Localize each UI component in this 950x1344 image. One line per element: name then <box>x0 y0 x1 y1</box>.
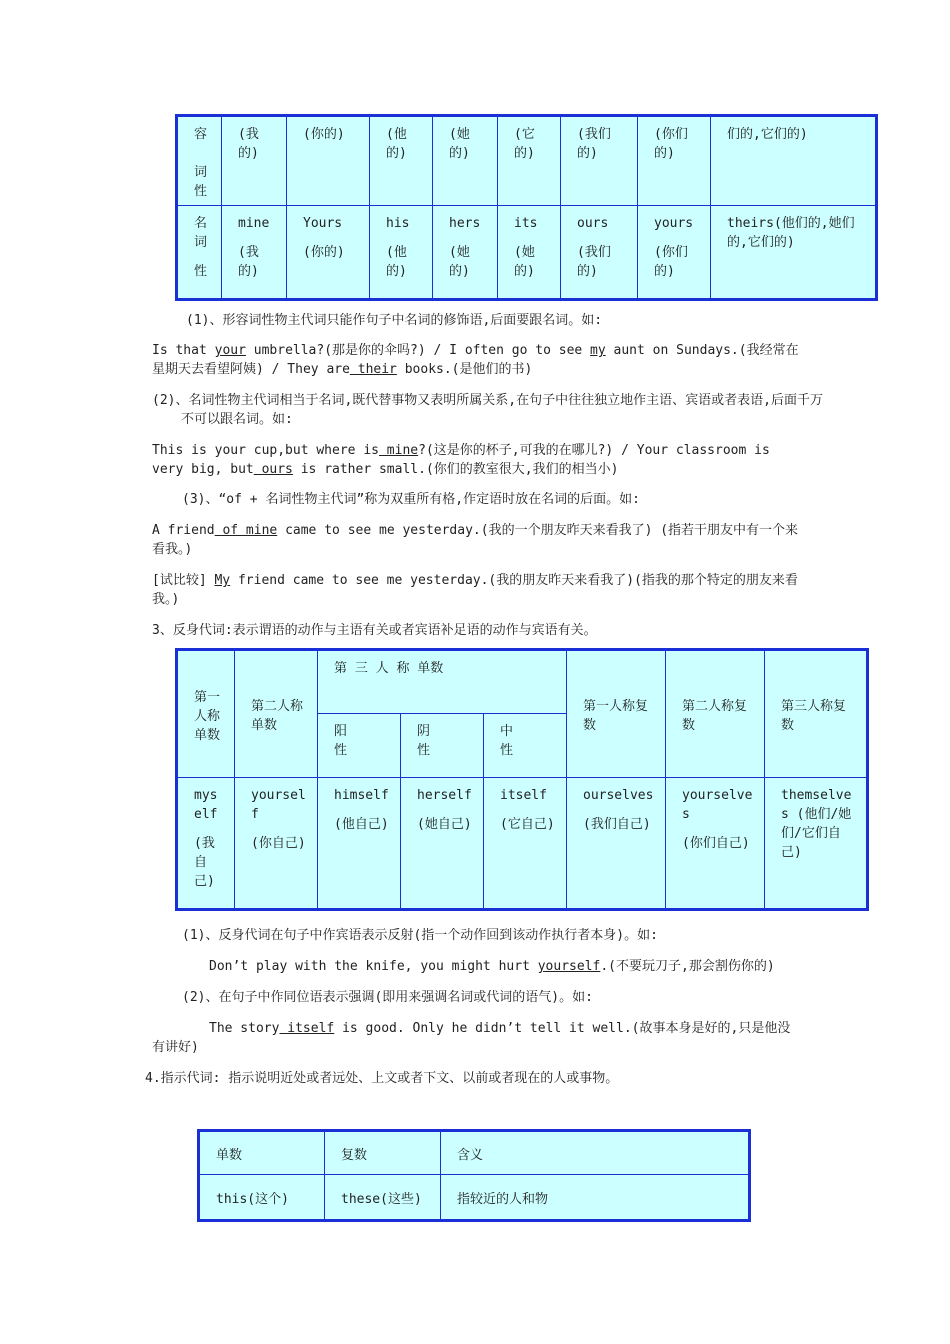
table-cell: these(这些) <box>325 1175 441 1221</box>
table-cell: 第一人称复数 <box>567 650 666 778</box>
table-cell: (你的) <box>287 116 370 206</box>
table-cell: ourselves (我们自己) <box>567 778 666 910</box>
table-row <box>199 1131 750 1175</box>
table-cell: themselves (他们/她们/它们自己) <box>765 778 868 910</box>
table-cell: 们的,它们的) <box>711 116 877 206</box>
table-cell: 第二人称复数 <box>666 650 765 778</box>
demonstrative-pronoun-table <box>197 1129 751 1222</box>
table-cell: 阳 性 <box>318 714 401 778</box>
paragraph: (2)、名词性物主代词相当于名词,既代替事物又表明所属关系,在句子中往往独立地作主语、宾语或者表语,后面千万不可以跟名词。如: <box>152 393 823 427</box>
table-cell: 单数 <box>199 1131 325 1175</box>
example-paragraph: [试比较] My friend came to see me yesterday.(我的朋友昨天来看我了)(指我的那个特定的朋友来看我。) <box>152 573 798 607</box>
table-cell: 名 词 性 <box>177 206 222 300</box>
table-cell: this(这个) <box>199 1175 325 1221</box>
table-cell: 阴 性 <box>401 714 484 778</box>
table-cell: (她 的) <box>433 116 498 206</box>
paragraph: (1)、形容词性物主代词只能作句子中名词的修饰语,后面要跟名词。如: <box>186 313 603 328</box>
table-cell: 含义 <box>441 1131 750 1175</box>
table-cell: yours (你们 的) <box>638 206 711 300</box>
table-cell: itself (它自己) <box>484 778 567 910</box>
section-heading: 4.指示代词: 指示说明近处或者远处、上文或者下文、以前或者现在的人或事物。 <box>145 1071 619 1086</box>
example-paragraph: A friend of mine came to see me yesterday.(我的一个朋友昨天来看我了) (指若干朋友中有一个来看我。) <box>152 523 799 557</box>
table-cell: (他 的) <box>370 116 433 206</box>
example-paragraph: Don’t play with the knife, you might hurt yourself.(不要玩刀子,那会割伤你的) <box>209 959 775 974</box>
paragraph: (1)、反身代词在句子中作宾语表示反射(指一个动作回到该动作执行者本身)。如: <box>182 928 658 943</box>
table-cell: 第一人称单数 <box>177 650 235 778</box>
table-cell: herself (她自己) <box>401 778 484 910</box>
table-row <box>199 1175 750 1221</box>
table-cell: 复数 <box>325 1131 441 1175</box>
table-cell: (我 的) <box>222 116 287 206</box>
paragraph: (3)、“of + 名词性物主代词”称为双重所有格,作定语时放在名词的后面。如: <box>182 492 640 507</box>
table-cell: yourselves (你们自己) <box>666 778 765 910</box>
section-heading: 3、反身代词:表示谓语的动作与主语有关或者宾语补足语的动作与宾语有关。 <box>152 623 597 638</box>
example-paragraph: This is your cup,but where is mine?(这是你的杯子,可我的在哪儿?) / Your classroom is very big, but ours is rather small.(你们的教室很大,我们的相当小) <box>152 443 770 477</box>
table-cell: (我们 的) <box>561 116 638 206</box>
table-cell: Yours (你的) <box>287 206 370 300</box>
table-cell: its (她 的) <box>498 206 561 300</box>
table-row <box>177 778 868 910</box>
table-cell: 指较近的人和物 <box>441 1175 750 1221</box>
table-cell: ours (我们 的) <box>561 206 638 300</box>
table-row <box>177 650 868 714</box>
table-cell: himself (他自己) <box>318 778 401 910</box>
example-paragraph: Is that your umbrella?(那是你的伞吗?) / I often go to see my aunt on Sundays.(我经常在星期天去看望阿姨) / They are their books.(是他们的书) <box>152 343 799 377</box>
table-cell: 第二人称单数 <box>235 650 318 778</box>
table-row <box>177 116 877 206</box>
reflexive-pronoun-table <box>175 648 869 911</box>
table-cell: mine (我 的) <box>222 206 287 300</box>
possessive-pronoun-table <box>175 114 878 301</box>
table-cell: theirs(他们的,她们的,它们的) <box>711 206 877 300</box>
table-cell: (你们 的) <box>638 116 711 206</box>
paragraph: (2)、在句子中作同位语表示强调(即用来强调名词或代词的语气)。如: <box>182 990 593 1005</box>
table-row <box>177 206 877 300</box>
table-cell: myself (我自己) <box>177 778 235 910</box>
table-cell: 容 词 性 <box>177 116 222 206</box>
example-paragraph: The story itself is good. Only he didn’t tell it well.(故事本身是好的,只是他没有讲好) <box>152 1021 791 1055</box>
table-cell: his (他 的) <box>370 206 433 300</box>
table-cell: (它 的) <box>498 116 561 206</box>
table-cell: 中 性 <box>484 714 567 778</box>
table-cell: 第 三 人 称 单数 <box>318 650 567 714</box>
table-cell: 第三人称复数 <box>765 650 868 778</box>
table-cell: yourself (你自己) <box>235 778 318 910</box>
table-cell: hers (她 的) <box>433 206 498 300</box>
